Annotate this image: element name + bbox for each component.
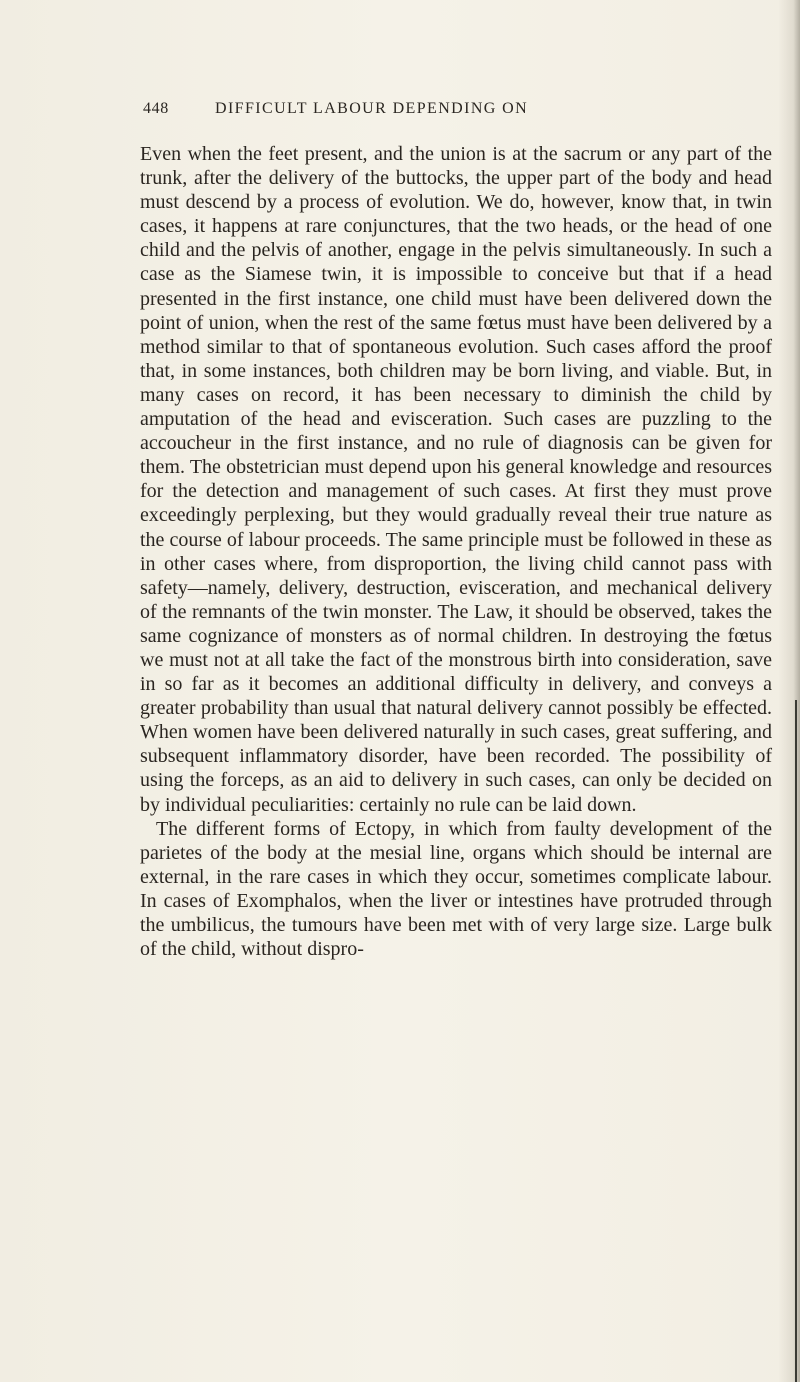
body-text bbox=[140, 142, 772, 961]
running-head bbox=[143, 100, 663, 124]
paragraph-1: Even when the feet present, and the union is at the sacrum or any part of the trunk, after the delivery of the buttocks, the upper part of the body and head must descend by a process of evolution. We do, however, know that, in twin cases, it happens at rare conjunctures, that the two heads, or the head of one child and the pelvis of another, engage in the pelvis simultaneously. In such a case as the Siamese twin, it is impossible to conceive but that if a head presented in the first instance, one child must have been delivered down the point of union, when the rest of the same fœtus must have been delivered by a method similar to that of spontaneous evolution. Such cases afford the proof that, in some instances, both children may be born living, and viable. But, in many cases on record, it has been necessary to diminish the child by amputation of the head and evisceration. Such cases are puzzling to the accoucheur in the first instance, and no rule of diagnosis can be given for them. The obstetrician must depend upon his general knowledge and resources for the detection and management of such cases. At first they must prove exceedingly perplexing, but they would gradually reveal their true nature as the course of labour proceeds. The same principle must be followed in these as in other cases where, from disproportion, the living child cannot pass with safety—namely, delivery, destruction, evisceration, and mechanical delivery of the remnants of the twin monster. The Law, it should be observed, takes the same cognizance of monsters as of normal children. In destroying the fœtus we must not at all take the fact of the monstrous birth into consideration, save in so far as it becomes an additional difficulty in delivery, and conveys a greater probability than usual that natural delivery cannot possibly be effected. When women have been delivered naturally in such cases, great suffering, and subsequent inflammatory disorder, have been recorded. The possibility of using the forceps, as an aid to delivery in such cases, can only be decided on by individual peculiarities: certainly no rule can be laid down. bbox=[140, 143, 772, 816]
page-edge-line bbox=[795, 700, 797, 1382]
running-title: DIFFICULT LABOUR DEPENDING ON bbox=[215, 100, 529, 117]
paragraph-2: The different forms of Ectopy, in which from faulty development of the parietes of the body at the mesial line, organs which should be internal are external, in the rare cases in which they occur, sometimes complicate labour. In cases of Exomphalos, when the liver or intestines have protruded through the umbilicus, the tumours have been met with of very large size. Large bulk of the child, without dispro- bbox=[140, 817, 772, 961]
page-number: 448 bbox=[143, 100, 169, 117]
